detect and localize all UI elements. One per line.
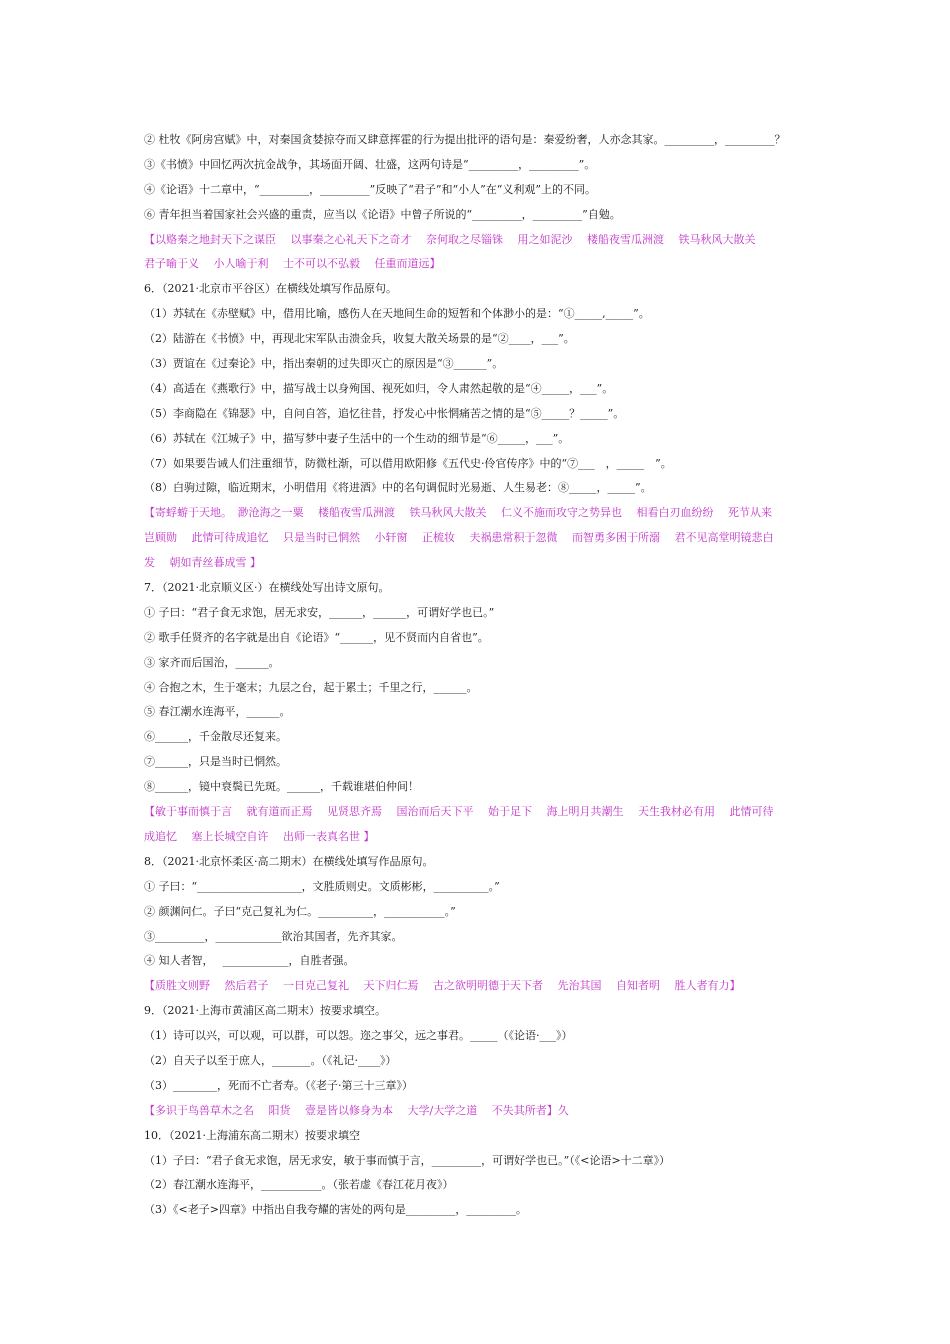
text-line: ④《论语》十二章中，“_________，_________”反映了“君子”和“小人”在“义利观”上的不同。 <box>144 182 596 196</box>
text-line: （7）如果要告诫人们注重细节，防微杜渐，可以借用欧阳修《五代史·伶官传序》中的“⑦___ ，_____ ”。 <box>144 456 672 470</box>
text-line: ⑦______，只是当时已惘然。 <box>144 755 287 769</box>
text-line: ② 杜牧《阿房宫赋》中，对秦国贪婪掠夺而又肆意挥霍的行为提出批评的语句是：秦爱纷奢，人亦念其家。_________，_________？ <box>144 133 786 146</box>
text-line: （1）诗可以兴，可以观，可以群，可以怨。迩之事父，远之事君。_____（《论语·___》） <box>144 1029 573 1043</box>
answer-line: 成追忆 塞上长城空自许 出师一表真名世 】 <box>144 829 375 843</box>
text-line: ① 子曰：“君子食无求饱，居无求安，______，______，可谓好学也已。” <box>144 605 495 619</box>
text-line: ② 歌手任贤齐的名字就是出自《论语》“______，见不贤而内自省也”。 <box>144 630 489 644</box>
text-line: ③《书愤》中回忆两次抗金战争，其场面开阔、壮盛，这两句诗是“_________，_________”。 <box>144 157 596 171</box>
text-line: （3）《<老子>四章》中指出自我夸耀的害处的两句是_________，_________。 <box>144 1203 527 1217</box>
text-line: 10．（2021·上海浦东高二期末）按要求填空 <box>144 1128 360 1142</box>
text-line: ⑥ 青年担当着国家社会兴盛的重责，应当以《论语》中曾子所说的“_________，_________”自勉。 <box>144 207 621 221</box>
text-line: （3）贾谊在《过秦论》中，指出秦朝的过失即灭亡的原因是“③______”。 <box>144 357 504 371</box>
text-line: （8）白驹过隙，临近期末，小明借用《将进酒》中的名句调侃时光易逝、人生易老：⑧_____，_____”。 <box>144 481 652 495</box>
text-line: （6）苏轼在《江城子》中，描写梦中妻子生活中的一个生动的细节是“⑥_____，___”。 <box>144 431 570 445</box>
text-line: ④ 知人者智， ____________，自胜者强。 <box>144 954 355 968</box>
text-line: ③_________，____________欲治其国者，先齐其家。 <box>144 929 403 943</box>
answer-line: 【寄蜉蝣于天地。 渺沧海之一粟 楼船夜雪瓜洲渡 铁马秋风大散关 仁义不施而攻守之势异也 相看白刃血纷纷 死节从来 <box>144 506 772 520</box>
text-line: ⑥______，千金散尽还复来。 <box>144 730 287 744</box>
text-line: （1）子曰：“君子食无求饱，居无求安，敏于事而慎于言，_________，可谓好学也已。”（《<论语>十二章》） <box>144 1153 671 1167</box>
answer-line: 发 朝如青丝暮成雪 】 <box>144 556 261 570</box>
document-body <box>144 128 824 1223</box>
answer-line: 【多识于鸟兽草木之名 阳货 壹是皆以修身为本 大学/大学之道 不失其所者】久 <box>144 1103 569 1117</box>
answer-line: 【敏于事而慎于言 就有道而正焉 见贤思齐焉 国治而后天下平 始于足下 海上明月共潮生 天生我材必有用 此情可待 <box>144 805 774 819</box>
text-line: ⑧______，镜中衰鬓已先斑。______，千载谁堪伯仲间！ <box>144 780 419 794</box>
answer-line: 【质胜文则野 然后君子 一日克己复礼 天下归仁焉 古之欲明明德于天下者 先治其国 自知者明 胜人者有力】 <box>144 979 741 993</box>
text-line: 9．（2021·上海市黄浦区高二期末）按要求填空。 <box>144 1004 386 1018</box>
text-line: （1）苏轼在《赤壁赋》中，借用比喻，感伤人在天地间生命的短暂和个体渺小的是：“①_____,_____”。 <box>144 307 650 321</box>
text-line: （2）自天子以至于庶人，_______。（《礼记·____》） <box>144 1053 397 1067</box>
text-line: 6．（2021·北京市平谷区）在横线处填写作品原句。 <box>144 282 397 296</box>
text-line: ④ 合抱之木，生于毫末；九层之台，起于累土；千里之行，______。 <box>144 680 478 694</box>
answer-line: 岂顾勋 此情可待成追忆 只是当时已惘然 小轩窗 正梳妆 夫祸患常积于忽微 而智勇多困于所溺 君不见高堂明镜悲白 <box>144 531 774 545</box>
text-line: （2）陆游在《书愤》中，再现北宋军队击溃金兵，收复大散关场景的是“②____，___”。 <box>144 332 575 346</box>
text-line: ① 子曰：“___________________，文胜质则史。文质彬彬，__________。” <box>144 879 500 893</box>
text-line: 8．（2021·北京怀柔区·高二期末）在横线处填写作品原句。 <box>144 854 434 868</box>
text-line: （5）李商隐在《锦瑟》中，自问自答，追忆往昔，抒发心中怅惘痛苦之情的是“⑤_____？_____”。 <box>144 406 625 420</box>
text-line: （3）________，死而不亡者寿。（《老子·第三十三章》） <box>144 1078 413 1092</box>
text-line: （2）春江潮水连海平，___________。（张若虚《春江花月夜》） <box>144 1178 454 1192</box>
text-line: ② 颜渊问仁。子曰“克己复礼为仁。__________，___________。” <box>144 904 456 918</box>
answer-line: 【以赂秦之地封天下之谋臣 以事秦之心礼天下之奇才 奈何取之尽锱铢 用之如泥沙 楼船夜雪瓜洲渡 铁马秋风大散关 <box>144 232 756 246</box>
text-line: ⑤ 春江潮水连海平，______。 <box>144 705 291 719</box>
text-line: ③ 家齐而后国治，______。 <box>144 655 280 669</box>
text-line: （4）高适在《燕歌行》中，描写战士以身殉国、视死如归，令人肃然起敬的是“④_____，___”。 <box>144 381 614 395</box>
answer-line: 君子喻于义 小人喻于利 士不可以不弘毅 任重而道远】 <box>144 257 441 271</box>
text-line: 7．（2021·北京顺义区·）在横线处写出诗文原句。 <box>144 581 390 595</box>
